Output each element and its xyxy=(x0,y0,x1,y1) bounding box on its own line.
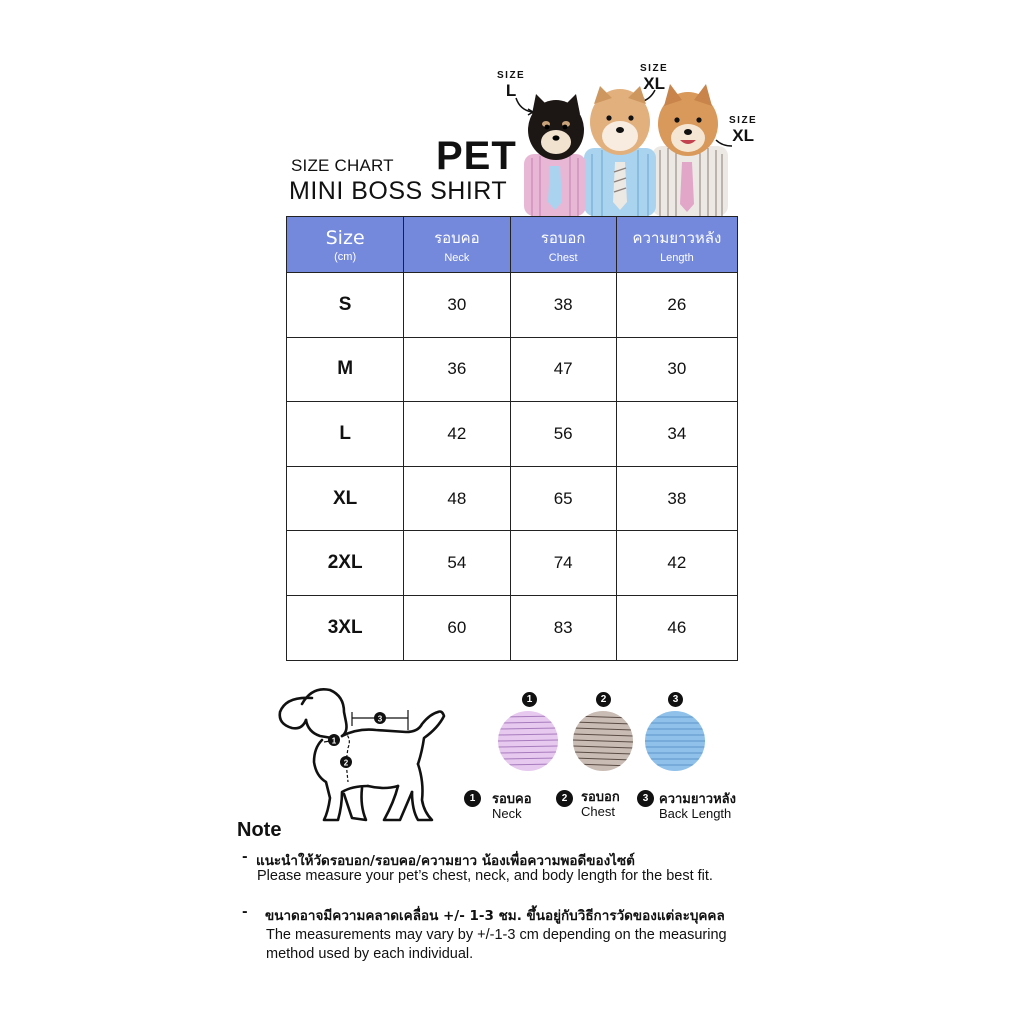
cell-length: 42 xyxy=(616,531,737,596)
dog-measurement-diagram xyxy=(272,682,452,828)
cell-size: M xyxy=(287,337,404,402)
cell-neck: 60 xyxy=(404,595,510,660)
table-row xyxy=(287,531,738,596)
cell-chest: 47 xyxy=(510,337,616,402)
cell-length: 46 xyxy=(616,595,737,660)
swatch-blue xyxy=(645,711,705,771)
column-header-sub: Length xyxy=(660,251,694,264)
legend-neck-english: Neck xyxy=(492,806,522,821)
cell-neck: 30 xyxy=(404,273,510,338)
note-2-bullet: - xyxy=(242,904,248,920)
cell-length: 26 xyxy=(616,273,737,338)
note-title: Note xyxy=(237,819,282,841)
legend-length-english: Back Length xyxy=(659,806,732,821)
cell-chest: 65 xyxy=(510,466,616,531)
table-row xyxy=(287,466,738,531)
cell-neck: 48 xyxy=(404,466,510,531)
legend-number-2: 2 xyxy=(556,790,573,807)
diagram-marker-1-label: 1 xyxy=(331,736,337,746)
cell-neck: 36 xyxy=(404,337,510,402)
note-2-english-line-2: method used by each individual. xyxy=(266,946,474,962)
diagram-marker-2-label: 2 xyxy=(343,758,349,768)
size-tag-value: L xyxy=(505,81,517,100)
column-header-length xyxy=(616,217,737,273)
column-header-chest xyxy=(510,217,616,273)
column-header-size xyxy=(287,217,404,273)
note-2-thai: ขนาดอาจมีความคลาดเคลื่อน +/- 1-3 ชม. ขึ้นอยู่กับวิธีการวัดของแต่ละบุคคล xyxy=(265,908,725,924)
table-row xyxy=(287,402,738,467)
swatch-pink xyxy=(498,711,558,771)
note-1-english: Please measure your pet’s chest, neck, and body length for the best fit. xyxy=(257,868,713,884)
cell-length: 34 xyxy=(616,402,737,467)
cell-chest: 56 xyxy=(510,402,616,467)
column-header-sub: Neck xyxy=(444,251,470,264)
cell-size: XL xyxy=(287,466,404,531)
size-tag-word: SIZE xyxy=(640,63,669,74)
legend-number-3: 3 xyxy=(637,790,654,807)
swatch-grey xyxy=(573,711,633,771)
cell-size: 2XL xyxy=(287,531,404,596)
note-2-english-line-1: The measurements may vary by +/-1-3 cm depending on the measuring xyxy=(266,927,727,943)
swatch-number-1: 1 xyxy=(522,692,537,707)
title-size-chart: SIZE CHART xyxy=(291,156,394,175)
column-header-main: รอบคอ xyxy=(434,228,480,247)
table-row xyxy=(287,273,738,338)
size-tag-word: SIZE xyxy=(729,115,758,126)
table-header-row xyxy=(287,217,738,273)
dog-photos-image xyxy=(522,84,732,216)
legend-chest-english: Chest xyxy=(581,804,615,819)
size-chart-table xyxy=(286,216,738,661)
column-header-neck xyxy=(404,217,510,273)
size-tag-word: SIZE xyxy=(497,70,526,81)
size-tag-value: XL xyxy=(732,126,754,145)
swatch-number-3: 3 xyxy=(668,692,683,707)
column-header-sub: (cm) xyxy=(334,250,357,263)
legend-length-thai: ความยาวหลัง xyxy=(659,792,736,807)
column-header-main: ความยาวหลัง xyxy=(632,228,722,247)
dog-2-illustration xyxy=(584,86,656,216)
dog-3-illustration xyxy=(652,84,728,216)
cell-neck: 42 xyxy=(404,402,510,467)
cell-chest: 83 xyxy=(510,595,616,660)
swatch-number-2: 2 xyxy=(596,692,611,707)
cell-neck: 54 xyxy=(404,531,510,596)
note-1-bullet: - xyxy=(242,849,248,865)
diagram-marker-3-label: 3 xyxy=(377,714,383,724)
column-header-sub: Chest xyxy=(548,251,578,264)
column-header-main: รอบอก xyxy=(540,228,586,247)
title-product: MINI BOSS SHIRT xyxy=(289,177,508,205)
table-row xyxy=(287,595,738,660)
title-brand: PET xyxy=(436,134,517,178)
note-1-thai: แนะนำให้วัดรอบอก/รอบคอ/ความยาว น้องเพื่อความพอดีของไซต์ xyxy=(256,853,635,869)
cell-size: 3XL xyxy=(287,595,404,660)
table-row xyxy=(287,337,738,402)
cell-chest: 38 xyxy=(510,273,616,338)
cell-size: S xyxy=(287,273,404,338)
column-header-main: Size xyxy=(325,226,365,249)
cell-chest: 74 xyxy=(510,531,616,596)
legend-chest-thai: รอบอก xyxy=(581,790,620,805)
cell-size: L xyxy=(287,402,404,467)
size-tag-value: XL xyxy=(643,74,665,93)
legend-neck-thai: รอบคอ xyxy=(492,792,532,807)
dog-1-illustration xyxy=(524,94,586,216)
legend-number-1: 1 xyxy=(464,790,481,807)
cell-length: 30 xyxy=(616,337,737,402)
cell-length: 38 xyxy=(616,466,737,531)
